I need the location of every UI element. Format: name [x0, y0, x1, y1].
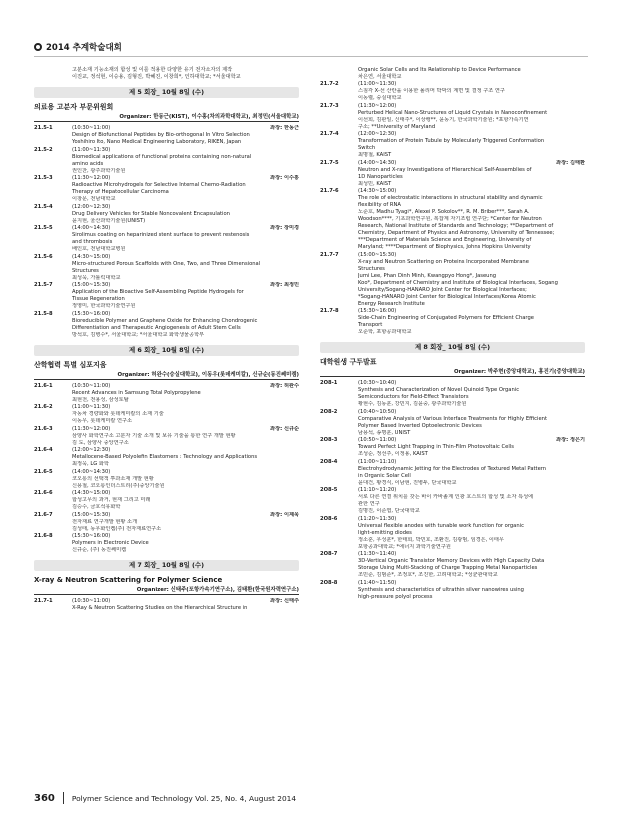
entry-body: [358, 437, 585, 458]
session-title: 산학협력 특별 심포지움: [34, 360, 107, 369]
continued-line: 차은연, 서울대학교: [358, 74, 402, 80]
entry-line: (11:30~12:00) 좌장: 신규순: [72, 425, 299, 432]
program-entry: [34, 125, 299, 146]
entry-line: (10:30~10:40): [358, 380, 397, 386]
entry-line: Woodson****, 기초과학연구원, 복잡계 자기조립 연구단; *Center for Neutron: [358, 216, 542, 222]
program-entry: [320, 81, 585, 102]
entry-line: 전자재료 연구개발 현황 소개: [72, 518, 138, 525]
entry-line: 코오롱의 선택적 투과소재 개발 현황: [72, 475, 154, 482]
entry-line: Structures: [72, 267, 99, 274]
session-chair: 좌장: 최정민: [270, 282, 299, 288]
entry-body: [358, 160, 585, 188]
entry-line: amino acids: [72, 160, 104, 167]
entry-number: 21.5-1: [34, 125, 53, 131]
entry-line: 김승수, 금호석유화학: [72, 504, 121, 510]
footer-divider: [63, 792, 64, 804]
entry-number: 21.6-8: [34, 533, 53, 539]
entry-line: in Organic Solar Cell: [358, 472, 411, 479]
entry-body: [358, 380, 585, 408]
entry-body: [72, 175, 299, 203]
entry-line: Transformation of Protein Tubule by Molecularly Triggered Conformation: [358, 138, 545, 144]
entry-body: [358, 308, 585, 336]
entry-number: 21.6-6: [34, 490, 53, 496]
entry-line: (11:00~11:30): [72, 404, 111, 410]
entry-body: [358, 580, 585, 601]
entry-body: [72, 533, 299, 554]
program-entry: [34, 533, 299, 554]
entry-number: 21.5-6: [34, 253, 53, 260]
entry-number: 21.7-8: [320, 308, 339, 314]
entry-line: 최성민, KAIST: [358, 180, 392, 187]
entry-line: Recent Advances in Samsung Total Polypropylene: [72, 389, 201, 396]
entry-line: Drug Delivery Vehicles for Stable Noncovalent Encapsulation: [72, 210, 230, 217]
session-chair: 좌장: 신규순: [270, 425, 299, 432]
journal-info: Polymer Science and Technology Vol. 25, No. 4, August 2014: [71, 793, 297, 803]
entry-line: (10:30~11:00) 좌장: 신태주: [72, 598, 299, 604]
continued-line: 이진교, 정석현, 이승용, 김형진, 박혜진, 이창희*, 인하대학교; *서울대학교: [72, 74, 241, 80]
entry-body: [72, 282, 299, 310]
entry-body: [72, 426, 299, 447]
program-entry: [320, 551, 585, 579]
program-entry: [320, 131, 585, 159]
entry-line: (14:00~14:30) 좌장: 장미경: [72, 225, 299, 231]
entry-line: 포항공과대학교; *에너지 과학기술연구원: [358, 543, 451, 550]
entry-line: and thrombosis: [72, 239, 113, 245]
entry-body: [358, 252, 585, 308]
session-chair: 좌장: 정은기: [556, 437, 585, 443]
session-chair: 좌장: 이수홍: [270, 175, 299, 181]
session-chair: 좌장: 한동근: [270, 125, 299, 131]
entry-line: (14:30~15:00): [72, 490, 111, 496]
entry-number: 2O8-3: [320, 437, 338, 443]
entry-number: 21.6-7: [34, 511, 53, 518]
entry-line: Storage Using Multi-Stacking of Charge Trapping Metal Nanoparticles: [358, 565, 538, 571]
session-label: 제 6 회장_ 10월 8일 (수): [34, 345, 299, 356]
entry-line: Biomedical applications of functional proteins containing non-natural: [72, 153, 252, 160]
entry-line: high-pressure polyol process: [358, 593, 433, 600]
entry-line: 이동렬, 숭실대학교: [358, 95, 402, 101]
entry-line: 정소훈, 우성훈*, 한태희, 박민호, 조환진, 김광범, 임경은, 이태우: [358, 536, 504, 543]
entry-line: Chemistry, Department of Physics and Astronomy, University of Tennessee;: [358, 230, 555, 236]
entry-body: [72, 404, 299, 425]
entry-number: 2O8-5: [320, 487, 338, 493]
entry-line: Jumi Lee, Phan Dinh Minh, Kwangpyo Hong*, Jaseung: [358, 272, 497, 279]
entry-body: [358, 103, 585, 131]
program-entry: [34, 204, 299, 225]
entry-body: [358, 551, 585, 579]
entry-number: 2O8-7: [320, 551, 338, 557]
entry-line: 김명진, 이준엽, 단국대학교: [358, 508, 420, 514]
session-title: X-ray & Neutron Scattering for Polymer Science: [34, 576, 223, 584]
entry-line: (10:40~10:50): [358, 408, 397, 415]
entry-line: (14:00~14:30) 좌장: 김태환: [358, 159, 585, 166]
entry-line: 삼양사 화학연구소 고분자 기술 소개 및 보유 기술을 통한 연구 개발 현황: [72, 432, 236, 439]
entry-line: 이창문, 전남대학교: [72, 196, 116, 202]
entry-number: 21.7-4: [320, 131, 339, 137]
entry-line: (15:00~15:30) 좌장: 이제욱: [72, 511, 299, 518]
entry-line: (12:00~12:30): [72, 447, 111, 453]
page-footer: [34, 792, 296, 804]
entry-line: Radioactive Microhydrogels for Selective Internal Chemo-Radiation: [72, 182, 246, 188]
entry-line: (11:00~11:30): [358, 81, 397, 87]
program-entry: [320, 437, 585, 458]
program-entry: [34, 426, 299, 447]
entry-line: 1D Nanoparticles: [358, 173, 403, 180]
entry-line: Energy Research Institute: [358, 300, 425, 307]
entry-line: 이선희, 김판일, 신태주*, 이상뱅**, 윤동기, 한국과학기술원; *포항가속기연: [358, 116, 529, 123]
program-entry: [320, 380, 585, 408]
entry-line: Therapy of Hepatocellular Carcinoma: [72, 189, 169, 195]
entry-line: Side-Chain Engineering of Conjugated Polymers for Efficient Charge: [358, 315, 534, 321]
entry-line: 최성욱, 가톨릭대학교: [72, 274, 121, 281]
page-header: [34, 41, 122, 53]
entry-line: (11:30~12:00): [358, 102, 397, 109]
entry-number: 21.5-4: [34, 203, 53, 210]
program-entry: [320, 409, 585, 437]
program-entry: [34, 311, 299, 339]
entry-body: [72, 204, 299, 225]
entry-body: [72, 311, 299, 339]
entry-line: Structures: [358, 265, 385, 272]
entry-line: 이동우, 롯데케미칼 연구소: [72, 418, 133, 424]
entry-line: 조민준, 김범준*, 조정호*, 조진한, 고려대학교; *성균관대학교: [358, 572, 498, 578]
program-entry: [320, 459, 585, 487]
entry-line: (10:50~11:00) 좌장: 정은기: [358, 437, 585, 443]
entry-number: 21.7-1: [34, 598, 53, 604]
entry-line: University/Sogang-HANARO Joint Center for Biological Interfaces;: [358, 286, 527, 293]
entry-line: 신규순, (주) 동진쎄미켐: [72, 547, 127, 553]
entry-line: Toward Perfect Light Trapping in Thin-Film Photovoltaic Cells: [358, 444, 514, 450]
entry-line: 정영미, 한국과학기술연구원: [72, 303, 136, 309]
session-label: 제 5 회장_ 10월 8일 (수): [34, 87, 299, 98]
entry-number: 2O8-1: [320, 380, 338, 386]
entry-number: 21.6-2: [34, 404, 53, 410]
entry-line: (14:30~15:00): [358, 188, 397, 194]
session-organizer: Organizer: 신태주(포항가속기연구소), 김태환(한국원자력연구소): [34, 586, 299, 595]
program-entry: [34, 512, 299, 533]
entry-line: 신용철, 코오롱인더스트리(주)중앙기술원: [72, 482, 165, 489]
entry-line: (11:40~11:50): [358, 579, 397, 586]
program-entry: [34, 469, 299, 490]
entry-line: light-emitting diodes: [358, 529, 412, 536]
entry-body: [72, 225, 299, 253]
session-chair: 좌장: 신태주: [270, 598, 299, 604]
program-entry: [34, 254, 299, 282]
entry-line: (15:00~15:30): [358, 251, 397, 258]
entry-number: 21.5-7: [34, 282, 53, 288]
entry-line: Tissue Regeneration: [72, 296, 125, 302]
entry-line: 최정욱, LG 화학: [72, 461, 109, 467]
entry-line: Perturbed Helical Nano-Structures of Liquid Crystals in Nanoconfinement: [358, 109, 548, 116]
entry-line: (11:30~11:40): [358, 551, 397, 557]
session-chair: 좌장: 김태환: [556, 159, 585, 166]
entry-line: 김 도, 삼양사 중앙연구소: [72, 439, 129, 446]
entry-line: X-Ray & Neutron Scattering Studies on the Hierarchical Structure in: [72, 605, 248, 611]
entry-number: 21.5-8: [34, 310, 53, 317]
entry-line: Sirolimus coating on heparinized stent surface to prevent restenosis: [72, 232, 250, 238]
entry-line: (11:00~11:30): [72, 146, 111, 153]
entry-line: (15:00~15:30) 좌장: 최정민: [72, 282, 299, 288]
entry-number: 21.5-5: [34, 225, 53, 231]
entry-number: 2O8-8: [320, 579, 338, 586]
entry-number: 2O8-4: [320, 458, 338, 465]
entry-line: (14:30~15:00): [72, 253, 111, 260]
entry-line: 윤대건, 황경식, 이남현, 진병두, 단국대학교: [358, 479, 457, 486]
entry-body: [72, 512, 299, 533]
program-entry: [320, 188, 585, 251]
entry-number: 21.7-5: [320, 159, 339, 166]
entry-number: 21.5-3: [34, 175, 53, 181]
entry-line: Maryland; ****Department of Biophysics, Johns Hopkins University: [358, 244, 531, 250]
program-entry: [34, 225, 299, 253]
entry-number: 21.7-6: [320, 188, 339, 194]
entry-number: 21.7-2: [320, 81, 339, 87]
entry-line: Neutron and X-ray Investigations of Hierarchical Self-Assemblies of: [358, 166, 532, 173]
entry-line: 노준호, Madhu Tyagi*, Alexei P. Sokolov**, R. M. Briber***, Sarah A.: [358, 209, 530, 215]
entry-line: Differentiation and Therapeutic Angiogenesis of Adult Stem Cells: [72, 324, 241, 331]
entry-line: Polymer Based Inverted Optoelectronic Devices: [358, 422, 482, 429]
circle-bullet-icon: [34, 43, 42, 51]
entry-line: Research, National Institute of Standards and Technology; **Department of: [358, 223, 554, 229]
entry-line: Switch: [358, 145, 376, 151]
entry-number: 21.7-3: [320, 102, 339, 109]
entry-line: 합성고무의 과거, 현재 그리고 미래: [72, 497, 151, 503]
header-rule: [34, 56, 588, 57]
entry-line: Koo*, Department of Chemistry and Institute of Biological Interfaces, Sogang: [358, 279, 558, 286]
entry-line: 김성태, 동우화인켐(주) 전자재료연구소: [72, 525, 162, 532]
entry-body: [72, 383, 299, 404]
entry-line: 권인찬, 광주과학기술원: [72, 167, 126, 174]
program-entry: [320, 160, 585, 188]
session-chair: 좌장: 장미경: [270, 225, 299, 231]
entry-line: ***Department of Materials Science and Engineering, University of: [358, 237, 532, 243]
entry-body: [72, 490, 299, 511]
entry-line: Universal flexible anodes with tunable work function for organic: [358, 522, 524, 529]
program-entry: [34, 490, 299, 511]
session-title: 의료용 고분자 부문위원회: [34, 103, 114, 111]
entry-line: (11:00~11:10): [358, 458, 397, 465]
entry-body: [72, 469, 299, 490]
entry-line: (14:00~14:30): [72, 468, 111, 475]
entry-line: (12:00~12:30): [72, 203, 111, 210]
entry-line: flexibility of RNA: [358, 202, 401, 208]
entry-line: Electrohydrodynamic Jetting for the Electrodes of Textured Metal Pattern: [358, 465, 547, 472]
entry-line: 서로 다른 연결 위치를 갖는 바이 카바졸계 인광 호스트의 합성 및 소자 특성에: [358, 494, 534, 500]
program-entry: [34, 447, 299, 468]
entry-number: 21.7-7: [320, 251, 339, 258]
entry-line: Yoshihiro Ito, Nano Medical Engineering Laboratory, RIKEN, Japan: [72, 139, 242, 145]
entry-number: 21.6-1: [34, 382, 53, 389]
entry-line: 배인호, 전남대학교병원: [72, 246, 126, 252]
entry-line: Synthesis and Characterization of Novel Quinoid Type Organic: [358, 387, 520, 393]
continued-line: Organic Solar Cells and Its Relationship to Device Performance: [358, 67, 521, 73]
entry-line: 스침각 X-선 산란을 이용한 폴리머 박막의 계면 및 결정 구조 연구: [358, 88, 505, 94]
entry-line: 최현천, 전용성, 삼성토탈: [72, 396, 129, 403]
entry-body: [358, 81, 585, 102]
session-organizer: Organizer: 허완수(숭실대학교), 이동우(롯데케미칼), 신규순(동진쎄미켐): [34, 371, 299, 380]
entry-line: 최명철, KAIST: [358, 152, 392, 158]
entry-line: 방석호, 김병수*, 서울대학교; *서울대학교 화학생물공학부: [72, 331, 205, 338]
entry-line: The role of electrostatic interactions in structural stability and dynamic: [358, 195, 543, 201]
program-entry: [320, 308, 585, 336]
entry-line: (11:10~11:20): [358, 487, 397, 493]
entry-body: [358, 459, 585, 487]
entry-line: (15:30~16:00): [72, 533, 111, 539]
entry-line: Metallocene-Based Polyolefin Elastomers : Technology and Applications: [72, 454, 258, 460]
session-chair: 좌장: 이제욱: [270, 511, 299, 518]
session-title: 대학원생 구두발표: [320, 358, 377, 366]
entry-line: Application of the Bioactive Self-Assembling Peptide Hydrogels for: [72, 289, 244, 295]
session-chair: 좌장: 허완수: [270, 382, 299, 389]
entry-line: X-ray and Neutron Scattering on Proteins Incorporated Membrane: [358, 258, 529, 265]
entry-line: Micro-structured Porous Scaffolds with One, Two, and Three Dimensional: [72, 260, 261, 267]
entry-line: *Sogang-HANARO Joint Center for Biological Interfaces/Korea Atomic: [358, 293, 536, 300]
entry-line: 남용석, 송명훈, UNIST: [358, 429, 411, 436]
entry-line: Transport: [358, 322, 383, 328]
entry-line: 자동차 경량화와 롯데케미칼의 소재 기술: [72, 411, 164, 417]
program-entry: [320, 580, 585, 601]
program-entry: [320, 252, 585, 308]
program-entry: [320, 516, 585, 551]
program-entry: [34, 147, 299, 175]
continued-line: 고분소재 기능소재의 합성 및 이를 적용한 다양한 유기 전자소자의 제작: [72, 67, 233, 73]
entry-body: [358, 487, 585, 515]
session-label: 제 7 회장_ 10월 8일 (수): [34, 560, 299, 571]
entry-line: 윤지현, 울산과학기술원(UNIST): [72, 217, 146, 224]
program-entry: [34, 282, 299, 310]
entry-number: 21.5-2: [34, 146, 53, 153]
entry-number: 2O8-6: [320, 515, 338, 522]
continued-text: [72, 67, 299, 81]
program-entry: [34, 598, 299, 612]
right-column: [320, 67, 585, 601]
entry-number: 21.6-3: [34, 425, 53, 432]
program-entry: [320, 103, 585, 131]
entry-line: Bioreducible Polymer and Graphene Oxide for Enhancing Chondrogenic: [72, 317, 258, 324]
program-entry: [320, 487, 585, 515]
entry-line: 3D-Vertical Organic Transistor Memory Devices with High Capacity Data: [358, 558, 545, 564]
entry-line: (11:30~12:00) 좌장: 이수홍: [72, 175, 299, 181]
entry-line: (12:00~12:30): [358, 131, 397, 137]
entry-line: Semiconductors for Field-Effect Transistors: [358, 394, 469, 400]
entry-line: Comparative Analysis of Various Interface Treatments for Highly Efficient: [358, 415, 547, 422]
entry-body: [72, 447, 299, 468]
entry-number: 21.6-4: [34, 447, 53, 453]
entry-line: Polymers in Electronic Device: [72, 540, 149, 546]
entry-body: [72, 147, 299, 175]
entry-line: Design of Biofunctional Peptides by Bio-orthogonal In Vitro Selection: [72, 132, 250, 138]
entry-line: Synthesis and characteristics of ultrathin silver nanowires using: [358, 586, 524, 593]
entry-line: 조성순, 정선주, 이정용, KAIST: [358, 451, 428, 457]
entry-number: 2O8-2: [320, 408, 338, 415]
program-entry: [34, 175, 299, 203]
left-column: [34, 67, 299, 613]
session-label: 제 8 회장_ 10월 8일 (수): [320, 342, 585, 353]
page-number: 360: [34, 792, 55, 804]
program-entry: [34, 383, 299, 404]
entry-line: 오준학, 포항공과대학교: [358, 329, 412, 335]
entry-line: 관한 연구: [358, 501, 380, 507]
entry-line: (11:20~11:30): [358, 515, 397, 522]
entry-line: 황현수, 김동훈, 강민지, 김윤중, 광주과학기술원: [358, 401, 467, 407]
header-title: 2014 추계학술대회: [46, 43, 122, 53]
session-organizer: Organizer: 박주현(중앙대학교), 홍진기(중앙대학교): [320, 368, 585, 377]
entry-line: (15:30~16:00): [358, 308, 397, 314]
program-entry: [34, 404, 299, 425]
entry-body: [358, 131, 585, 159]
entry-line: (10:30~11:00) 좌장: 허완수: [72, 382, 299, 389]
entry-body: [72, 125, 299, 146]
entry-line: (10:30~11:00) 좌장: 한동근: [72, 125, 299, 131]
continued-text: [358, 67, 585, 81]
entry-line: (15:30~16:00): [72, 310, 111, 317]
entry-body: [72, 598, 299, 612]
session-organizer: Organizer: 한동근(KIST), 이수홍(차의과학대학교), 최정민(서울대학교): [34, 113, 299, 122]
entry-number: 21.6-5: [34, 468, 53, 475]
entry-body: [358, 516, 585, 551]
entry-body: [358, 409, 585, 437]
entry-line: 구소; **University of Maryland: [358, 123, 436, 130]
entry-body: [358, 188, 585, 251]
entry-body: [72, 254, 299, 282]
